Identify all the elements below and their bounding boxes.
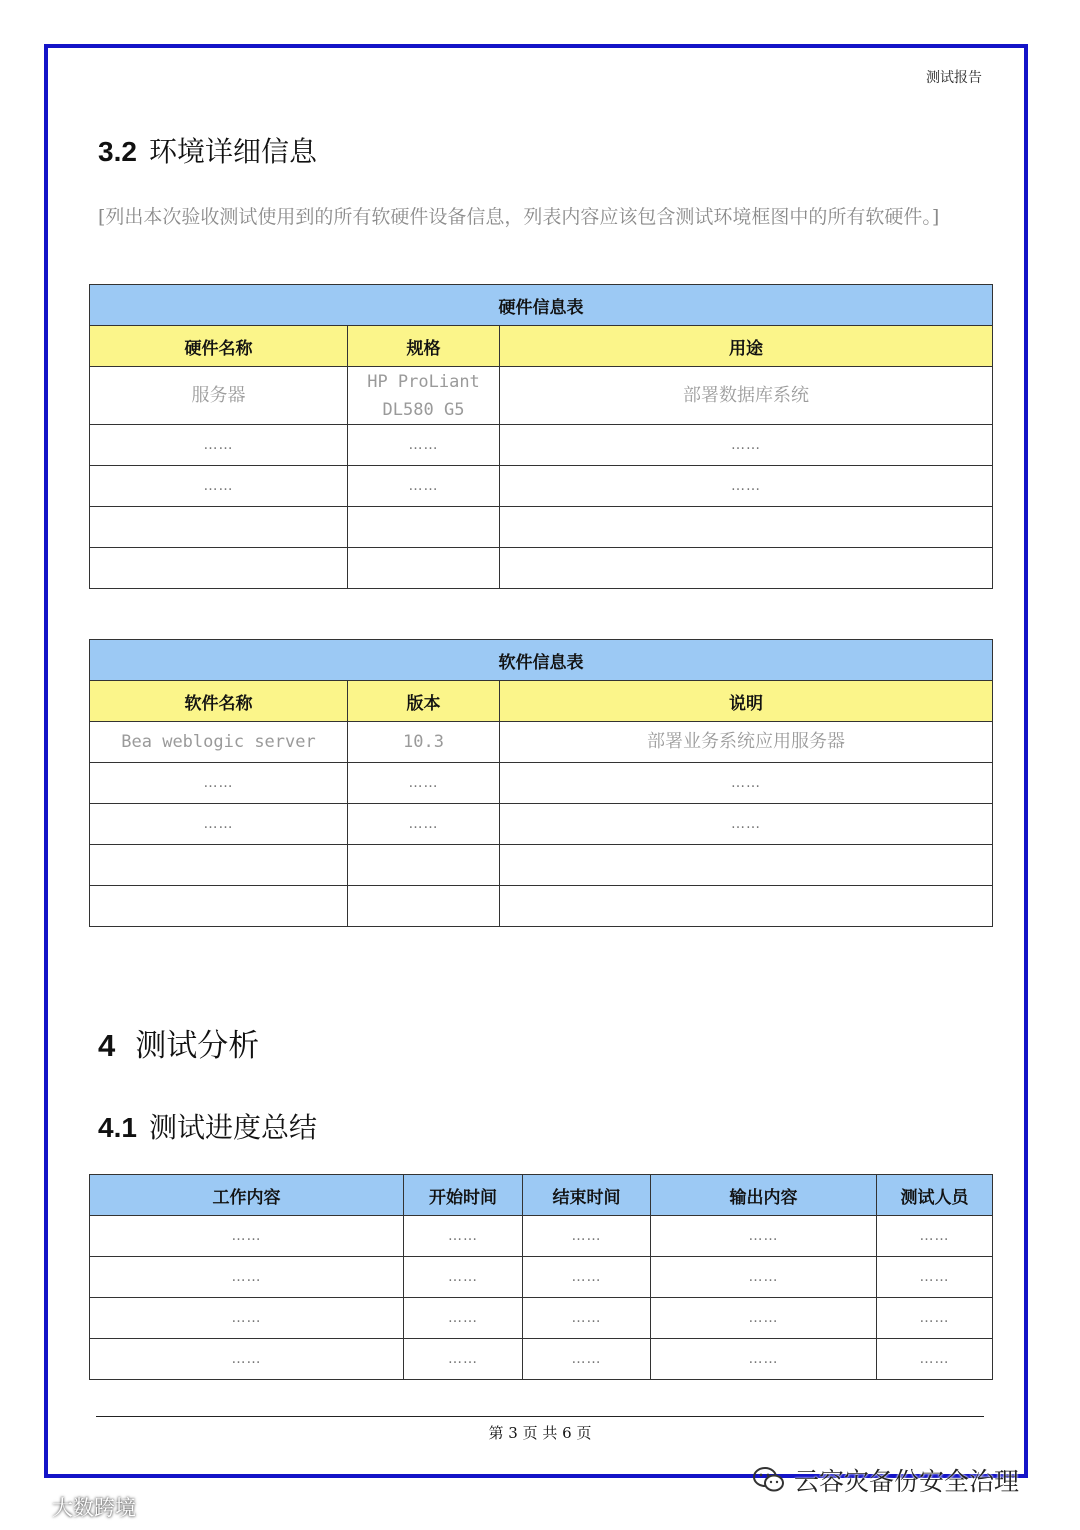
table-row <box>90 548 993 589</box>
table-cell: …… <box>90 1298 404 1339</box>
table-cell: …… <box>651 1216 877 1257</box>
table-row <box>90 507 993 548</box>
table-row <box>90 1257 993 1298</box>
table-cell: Bea weblogic server <box>90 722 348 763</box>
section-title: 测试分析 <box>135 1028 260 1064</box>
column-header: 硬件名称 <box>90 326 348 367</box>
section-number: 4.1 <box>98 1112 137 1143</box>
column-header: 工作内容 <box>90 1175 404 1216</box>
section-number: 3.2 <box>98 136 137 167</box>
table-row <box>90 367 993 425</box>
section-title: 环境详细信息 <box>148 135 317 168</box>
table-cell <box>90 548 348 589</box>
section-heading-4-1 <box>98 1106 317 1146</box>
table-row <box>90 1216 993 1257</box>
table-cell: HP ProLiant DL580 G5 <box>348 367 500 425</box>
running-header: 测试报告 <box>926 70 982 86</box>
watermark <box>752 1462 1019 1498</box>
table-cell: …… <box>348 804 500 845</box>
table-cell <box>90 886 348 927</box>
table-cell: …… <box>348 425 500 466</box>
table-cell: …… <box>404 1339 523 1380</box>
table-title: 软件信息表 <box>90 640 993 681</box>
table-cell <box>348 507 500 548</box>
table-row <box>90 1298 993 1339</box>
table-cell: …… <box>348 763 500 804</box>
table-cell: …… <box>523 1257 651 1298</box>
table-cell: 部署数据库系统 <box>500 367 993 425</box>
column-header: 输出内容 <box>651 1175 877 1216</box>
table-cell: …… <box>500 763 993 804</box>
table-cell <box>500 886 993 927</box>
table-cell: …… <box>877 1257 993 1298</box>
table-cell: …… <box>651 1339 877 1380</box>
column-header: 版本 <box>348 681 500 722</box>
instruction-text: [列出本次验收测试使用到的所有软硬件设备信息，列表内容应该包含测试环境框图中的所有软硬件。] <box>98 206 940 228</box>
table-cell <box>348 548 500 589</box>
table-cell: …… <box>348 466 500 507</box>
table-cell: 10.3 <box>348 722 500 763</box>
table-cell: 服务器 <box>90 367 348 425</box>
table-cell: 部署业务系统应用服务器 <box>500 722 993 763</box>
table-row <box>90 804 993 845</box>
table-cell: …… <box>523 1339 651 1380</box>
column-header: 开始时间 <box>404 1175 523 1216</box>
table-cell: …… <box>90 804 348 845</box>
corner-watermark <box>10 1492 136 1522</box>
table-cell <box>90 845 348 886</box>
progress-table <box>89 1174 993 1380</box>
section-number: 4 <box>98 1028 116 1063</box>
table-cell <box>500 507 993 548</box>
table-cell: …… <box>90 425 348 466</box>
section-heading-3-2 <box>98 130 317 170</box>
table-row <box>90 886 993 927</box>
column-header: 用途 <box>500 326 993 367</box>
hardware-table <box>89 284 993 589</box>
table-cell: …… <box>90 1257 404 1298</box>
table-cell: …… <box>90 1216 404 1257</box>
table-cell <box>348 845 500 886</box>
column-header: 规格 <box>348 326 500 367</box>
table-cell: …… <box>404 1298 523 1339</box>
table-cell <box>500 845 993 886</box>
table-cell <box>348 886 500 927</box>
weibo-icon <box>10 1494 46 1520</box>
table-cell: …… <box>523 1216 651 1257</box>
table-cell <box>500 548 993 589</box>
column-header: 说明 <box>500 681 993 722</box>
section-heading-4 <box>98 1020 259 1065</box>
table-row <box>90 845 993 886</box>
table-cell: …… <box>523 1298 651 1339</box>
table-title: 硬件信息表 <box>90 285 993 326</box>
table-row <box>90 763 993 804</box>
table-row <box>90 425 993 466</box>
table-cell: …… <box>877 1339 993 1380</box>
footer-divider <box>96 1416 984 1417</box>
table-cell: …… <box>404 1257 523 1298</box>
table-cell <box>90 507 348 548</box>
watermark-text: 云容灾备份安全治理 <box>794 1467 1020 1496</box>
page-number: 第 3 页 共 6 页 <box>488 1424 592 1442</box>
table-cell: …… <box>90 763 348 804</box>
table-cell: …… <box>500 804 993 845</box>
table-cell: …… <box>651 1298 877 1339</box>
table-row <box>90 722 993 763</box>
table-cell: …… <box>877 1298 993 1339</box>
table-cell: …… <box>404 1216 523 1257</box>
column-header: 结束时间 <box>523 1175 651 1216</box>
table-cell: …… <box>500 466 993 507</box>
corner-watermark-text: 大数跨境 <box>52 1496 136 1520</box>
column-header: 软件名称 <box>90 681 348 722</box>
table-row <box>90 466 993 507</box>
table-cell: …… <box>90 1339 404 1380</box>
table-cell: …… <box>90 466 348 507</box>
section-title: 测试进度总结 <box>148 1111 317 1144</box>
table-row <box>90 1339 993 1380</box>
software-table <box>89 639 993 927</box>
table-cell: …… <box>500 425 993 466</box>
table-cell: …… <box>651 1257 877 1298</box>
wechat-icon <box>752 1465 786 1495</box>
table-cell: …… <box>877 1216 993 1257</box>
column-header: 测试人员 <box>877 1175 993 1216</box>
